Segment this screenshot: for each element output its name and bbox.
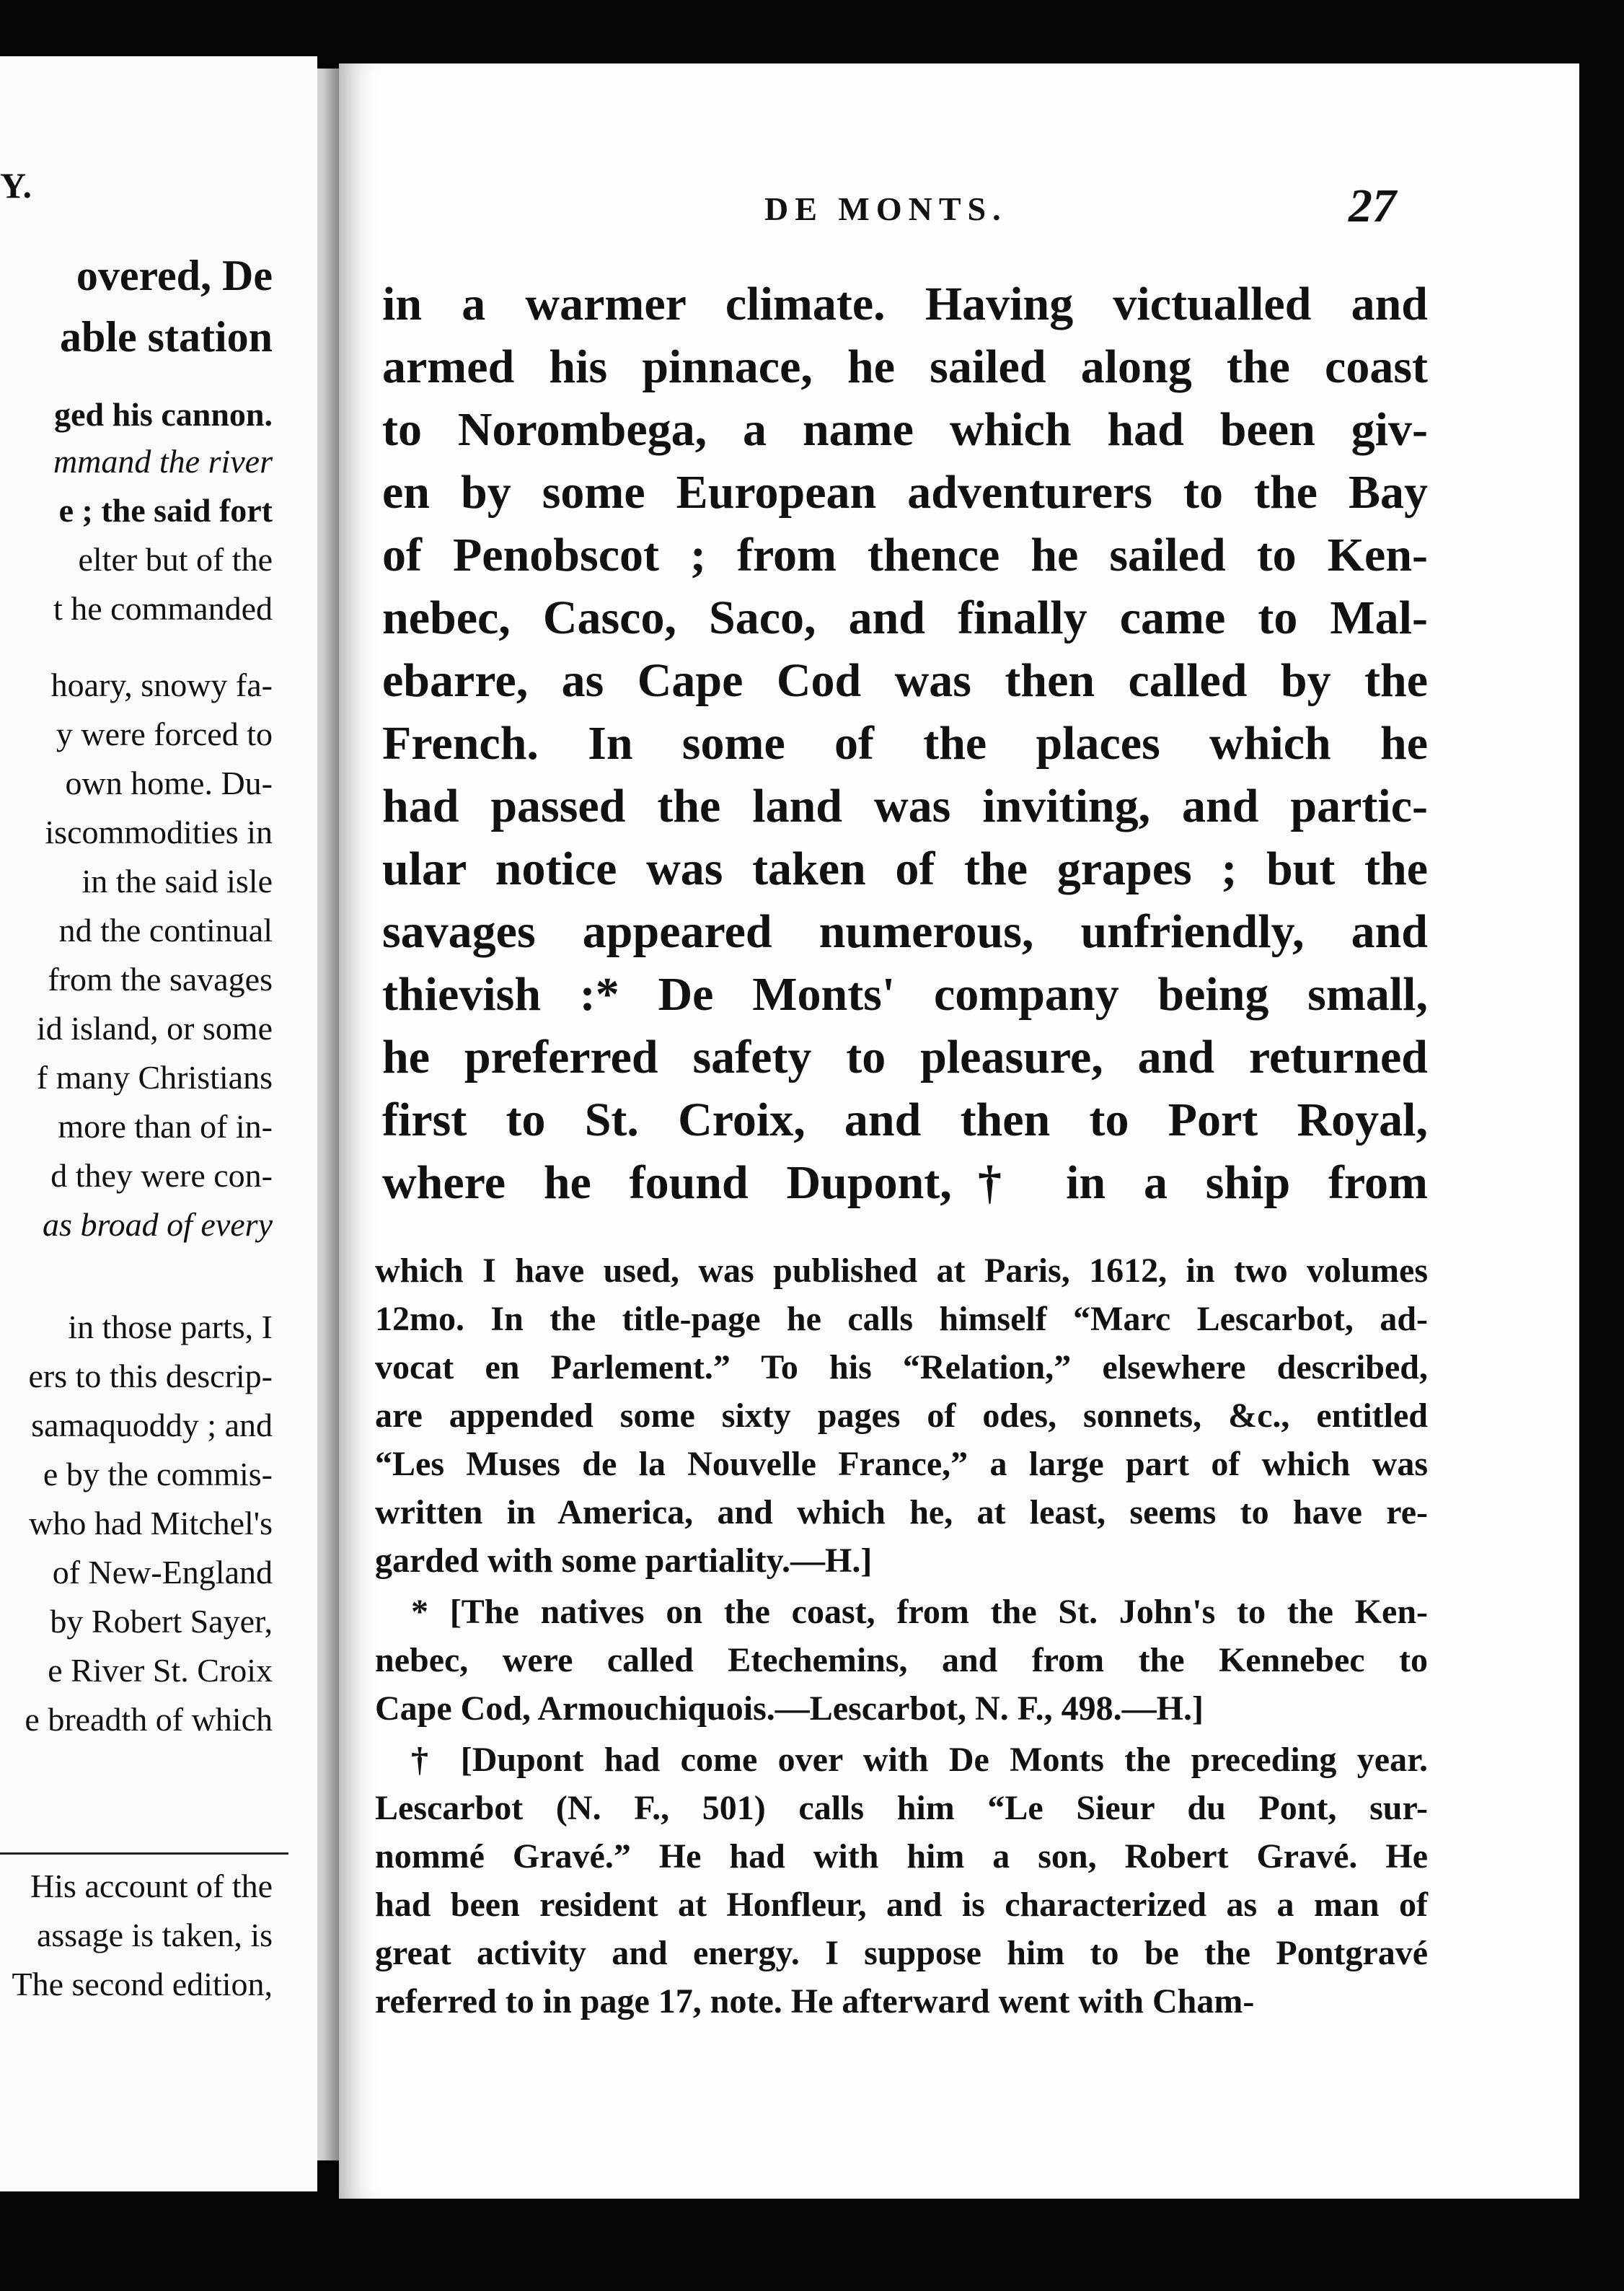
footnote-line: are appended some sixty pages of odes, sonnets, &c., entitled — [375, 1397, 1428, 1435]
left-page-line: of New-England — [52, 1554, 273, 1591]
left-page-line: samaquoddy ; and — [31, 1407, 273, 1443]
left-page-line: in those parts, I — [68, 1309, 273, 1345]
body-line: of Penobscot ; from thence he sailed to Ken- — [382, 529, 1428, 581]
left-page-line: hoary, snowy fa- — [50, 667, 273, 703]
body-line: ebarre, as Cape Cod was then called by the — [382, 654, 1428, 707]
left-page-line: nd the continual — [58, 912, 273, 949]
left-page-line: in the said isle — [81, 863, 273, 900]
body-line: ular notice was taken of the grapes ; but the — [382, 843, 1428, 895]
left-page-line: ged his cannon. — [54, 396, 273, 433]
left-page-line: His account of the — [30, 1868, 273, 1904]
left-page-line: t he commanded — [53, 590, 273, 627]
body-line: armed his pinnace, he sailed along the coast — [382, 340, 1428, 393]
left-page-line: as broad of every — [43, 1206, 273, 1243]
body-line: in a warmer climate. Having victualled and — [382, 278, 1428, 330]
left-page-line: able station — [59, 313, 273, 361]
body-line: thievish :* De Monts' company being small, — [382, 968, 1428, 1021]
body-line: French. In some of the places which he — [382, 717, 1428, 770]
left-page-line: assage is taken, is — [36, 1917, 273, 1953]
footnote-line: which I have used, was published at Paris, 1612, in two volumes — [375, 1252, 1428, 1290]
body-line: nebec, Casco, Saco, and finally came to Mal- — [382, 592, 1428, 644]
left-page-line: f many Christians — [36, 1059, 273, 1096]
footnote-line: † [Dupont had come over with De Monts the preceding year. — [411, 1741, 1428, 1779]
body-line: he preferred safety to pleasure, and returned — [382, 1031, 1428, 1083]
left-page-line: The second edition, — [12, 1966, 273, 2002]
body-line: where he found Dupont,† in a ship from — [382, 1156, 1428, 1209]
footnote-line: written in America, and which he, at least, seems to have re- — [375, 1493, 1428, 1531]
left-page-line: from the savages — [48, 961, 273, 998]
footnote-line: garded with some partiality.—H.] — [375, 1542, 873, 1580]
footnote-line: * [The natives on the coast, from the St. John's to the Ken- — [411, 1593, 1428, 1631]
footnote-line: great activity and energy. I suppose him to be the Pontgravé — [375, 1934, 1428, 1972]
left-page-line: by Robert Sayer, — [50, 1603, 273, 1640]
left-page-line: mmand the river — [53, 443, 273, 480]
left-page-line: ers to this descrip- — [28, 1358, 273, 1394]
left-page-line: own home. Du- — [65, 765, 273, 801]
left-page-line: who had Mitchel's — [29, 1505, 273, 1542]
left-page-line: e River St. Croix — [48, 1652, 273, 1689]
left-page-line: y were forced to — [56, 716, 273, 752]
body-line: had passed the land was inviting, and partic- — [382, 780, 1428, 832]
footnotes — [375, 1246, 1428, 2026]
footnote-line: 12mo. In the title-page he calls himself “Marc Lescarbot, ad- — [375, 1300, 1428, 1338]
footnote-line: nebec, were called Etechemins, and from the Kennebec to — [375, 1641, 1428, 1679]
body-line: savages appeared numerous, unfriendly, and — [382, 905, 1428, 958]
left-page-line: e breadth of which — [25, 1701, 273, 1738]
left-page-line: d they were con- — [50, 1157, 273, 1194]
footnote-line: had been resident at Honfleur, and is characterized as a man of — [375, 1886, 1428, 1924]
body-line: en by some European adventurers to the Bay — [382, 466, 1428, 519]
footnote-line: Cape Cod, Armouchiquois.—Lescarbot, N. F., 498.—H.] — [375, 1689, 1204, 1728]
right-page — [339, 63, 1579, 2199]
running-head: DE MONTS. — [764, 190, 1007, 227]
left-page-line: more than of in- — [58, 1108, 273, 1145]
left-page-line: iscommodities in — [45, 814, 273, 850]
body-line: first to St. Croix, and then to Port Royal, — [382, 1094, 1428, 1146]
body-text — [382, 273, 1428, 1214]
left-page-line: elter but of the — [78, 541, 273, 578]
footnote-line: vocat en Parlement.” To his “Relation,” elsewhere described, — [375, 1348, 1428, 1386]
page-number: 27 — [1349, 180, 1396, 232]
left-page-line: overed, De — [76, 252, 273, 299]
left-page-line: id island, or some — [36, 1010, 273, 1047]
left-running-head: Y. — [0, 165, 32, 206]
footnote-line: referred to in page 17, note. He afterward went with Cham- — [375, 1982, 1255, 2020]
left-page — [0, 56, 317, 2191]
left-page-line: e ; the said fort — [58, 492, 273, 529]
footnote-line: “Les Muses de la Nouvelle France,” a large part of which was — [375, 1445, 1428, 1483]
body-line: to Norombega, a name which had been giv- — [382, 403, 1428, 456]
left-page-line: e by the commis- — [43, 1456, 273, 1492]
footnote-line: nommé Gravé.” He had with him a son, Robert Gravé. He — [375, 1837, 1428, 1876]
footnote-line: Lescarbot (N. F., 501) calls him “Le Sieur du Pont, sur- — [375, 1789, 1428, 1827]
footnote-rule — [0, 1852, 288, 1855]
